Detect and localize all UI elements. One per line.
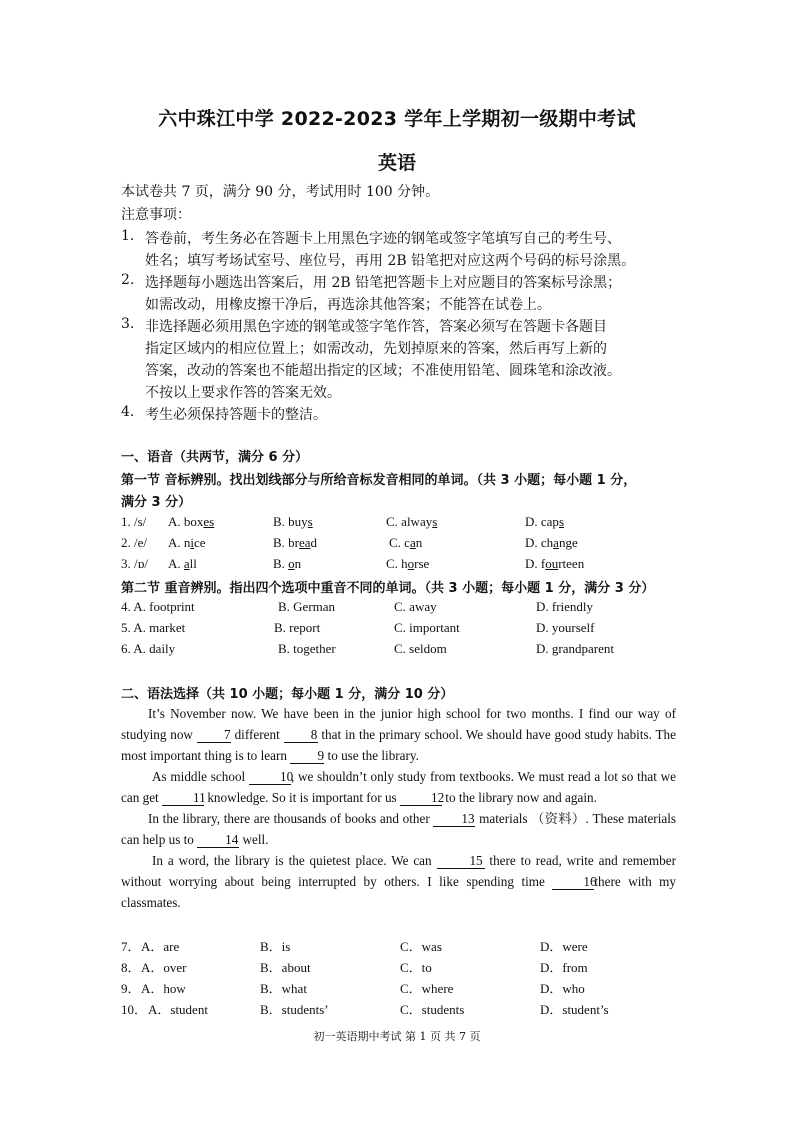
option-a: A．how xyxy=(141,981,186,996)
exam-title: 六中珠江中学 2022-2023 学年上学期初一级期中考试 xyxy=(158,108,636,130)
answer-blank: 11 xyxy=(162,790,204,806)
option-a: A. nice xyxy=(168,535,206,550)
option-b: B. bread xyxy=(273,535,318,550)
option-c: C. seldom xyxy=(394,641,447,656)
question-number: 1. /s/ xyxy=(121,514,147,529)
passage-paragraph: It’s November now. We have been in the junior high school for two months. I find our way of studying now 7 different 8 that in the primary school. We should have good study habits. The most important thing is to learn 9 to use the library. xyxy=(121,706,677,763)
option-a: A．are xyxy=(141,939,180,954)
option-c: C. away xyxy=(394,599,437,614)
option-d: D. friendly xyxy=(536,599,594,614)
option-d: D. caps xyxy=(525,514,564,529)
option-b: B．is xyxy=(260,939,291,954)
part1-sec1-instruction: 第一节 音标辨别。找出划线部分与所给音标发音相同的单词。（共 3 小题；每小题 1 分， xyxy=(121,473,637,488)
option-d: D．student’s xyxy=(540,1002,609,1017)
answer-blank: 14 xyxy=(197,832,239,848)
option-c: C. can xyxy=(389,535,423,550)
option-d: D. fourteen xyxy=(525,556,585,571)
option-a: 5. A. market xyxy=(121,620,186,635)
question-number: 3. /ɒ/ xyxy=(121,556,149,571)
answer-blank: 8 xyxy=(284,727,318,743)
option-d: D．were xyxy=(540,939,588,954)
notice-line: 选择题每小题选出答案后，用 2B 铅笔把答题卡上对应题目的答案标号涂黑； xyxy=(145,275,622,291)
notice-line: 指定区域内的相应位置上；如需改动，先划掉原来的答案，然后再写上新的 xyxy=(145,341,607,357)
notice-line: 答案，改动的答案也不能超出指定的区域；不准使用铅笔、圆珠笔和涂改液。 xyxy=(145,363,621,379)
notice-line: 答卷前，考生务必在答题卡上用黑色字迹的钢笔或签字笔填写自己的考生号、 xyxy=(145,231,621,247)
notice-number: 4. xyxy=(121,404,135,420)
exam-subject: 英语 xyxy=(377,152,416,174)
notice-line: 不按以上要求作答的答案无效。 xyxy=(145,385,341,401)
option-d: D．who xyxy=(540,981,585,996)
option-d: D．from xyxy=(540,960,588,975)
notice-number: 1. xyxy=(121,228,135,244)
option-c: C．students xyxy=(400,1002,465,1017)
option-b: B. report xyxy=(274,620,321,635)
part1-title: 一、语音（共两节，满分 6 分） xyxy=(121,450,309,465)
option-d: D. yourself xyxy=(536,620,595,635)
question-number: 8． xyxy=(121,960,141,975)
answer-blank: 15 xyxy=(437,853,485,869)
answer-blank: 13 xyxy=(433,811,475,827)
option-c: C．was xyxy=(400,939,442,954)
notice-line: 姓名；填写考场试室号、座位号，再用 2B 铅笔把对应这两个号码的标号涂黑。 xyxy=(145,253,636,269)
option-c: C．to xyxy=(400,960,432,975)
answer-blank: 7 xyxy=(197,727,231,743)
option-b: B．what xyxy=(260,981,307,996)
option-c: C. important xyxy=(394,620,460,635)
part1-sec2-instruction: 第二节 重音辨别。指出四个选项中重音不同的单词。（共 3 小题；每小题 1 分，满分 3 分） xyxy=(121,581,655,596)
question-number: 10． xyxy=(121,1002,148,1017)
part1-sec1-instruction-cont: 满分 3 分） xyxy=(121,495,192,510)
option-c: C. always xyxy=(386,514,438,529)
option-a: A．over xyxy=(141,960,187,975)
answer-blank: 16 xyxy=(552,874,594,890)
option-a: A. all xyxy=(168,556,197,571)
option-b: B．about xyxy=(260,960,311,975)
option-d: D. grandparent xyxy=(536,641,614,656)
option-a: A．student xyxy=(148,1002,208,1017)
option-c: C. horse xyxy=(386,556,430,571)
page-footer: 初一英语期中考试 第 1 页 共 7 页 xyxy=(313,1030,481,1043)
answer-blank: 10 xyxy=(249,769,291,785)
question-number: 9． xyxy=(121,981,141,996)
option-b: B. together xyxy=(278,641,336,656)
passage-paragraph: In the library, there are thousands of books and other 13 materials （资料）. These materials can help us to 14 well. xyxy=(121,811,677,847)
passage-paragraph: In a word, the library is the quietest place. We can 15 there to read, write and remember without worrying about being interrupted by others. I like spending time 16there with my classmates. xyxy=(121,853,677,910)
answer-blank: 9 xyxy=(290,748,324,764)
part2-title: 二、语法选择（共 10 小题；每小题 1 分，满分 10 分） xyxy=(121,687,454,702)
answer-blank: 12 xyxy=(400,790,442,806)
option-b: B. buys xyxy=(273,514,313,529)
notice-number: 2. xyxy=(121,272,135,288)
exam-intro: 本试卷共 7 页，满分 90 分，考试用时 100 分钟。 xyxy=(121,184,440,200)
question-number: 2. /e/ xyxy=(121,535,147,550)
option-b: B. on xyxy=(273,556,302,571)
option-b: B．students’ xyxy=(260,1002,329,1017)
option-a: A. boxes xyxy=(168,514,215,529)
passage-paragraph: As middle school 10, we shouldn’t only study from textbooks. We must read a lot so that we can get 11 knowledge. So it is important for us 12 to the library now and again. xyxy=(121,769,676,805)
notice-number: 3. xyxy=(121,316,135,332)
question-number: 7． xyxy=(121,939,141,954)
passage xyxy=(121,703,676,913)
option-c: C．where xyxy=(400,981,454,996)
option-a: 4. A. footprint xyxy=(121,599,195,614)
option-a: 6. A. daily xyxy=(121,641,176,656)
option-d: D. change xyxy=(525,535,578,550)
notice-line: 考生必须保持答题卡的整洁。 xyxy=(145,407,327,423)
notice-line: 非选择题必须用黑色字迹的钢笔或签字笔作答，答案必须写在答题卡各题目 xyxy=(145,319,607,335)
notice-line: 如需改动，用橡皮擦干净后，再选涂其他答案；不能答在试卷上。 xyxy=(145,297,551,313)
option-b: B. German xyxy=(278,599,336,614)
notice-title: 注意事项： xyxy=(121,207,191,223)
